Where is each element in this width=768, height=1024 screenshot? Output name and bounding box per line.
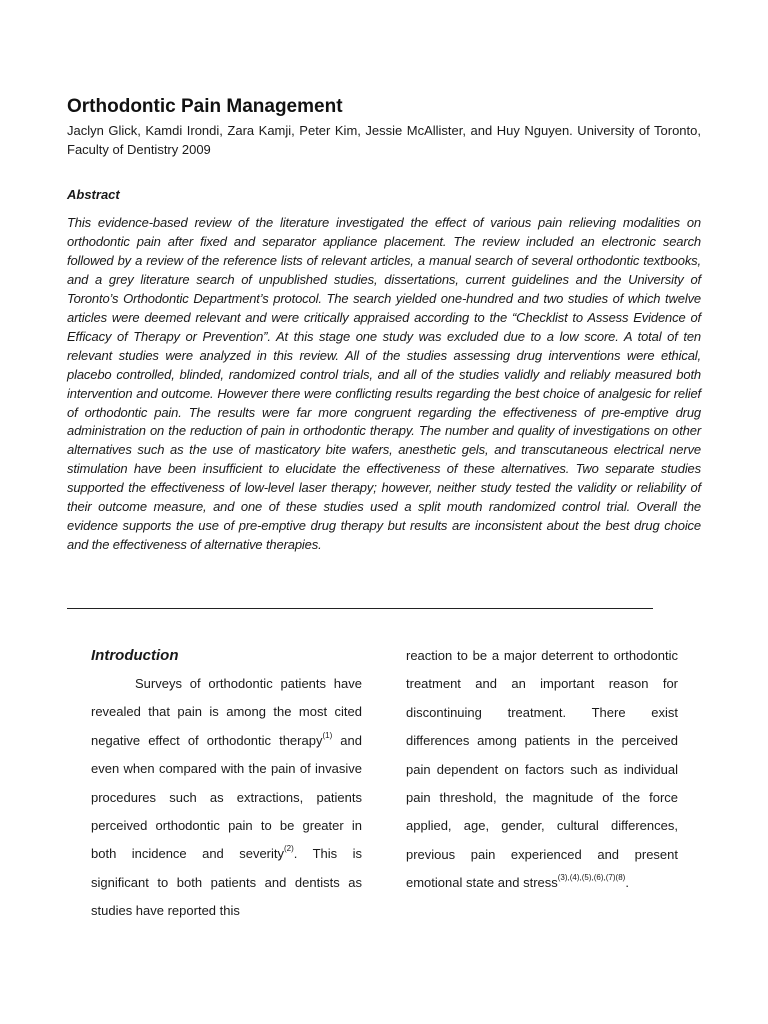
section-divider	[67, 608, 653, 609]
intro-text-4: reaction to be a major deterrent to orthodontic treatment and an important reason for discontinuing treatment. There exist differences among patients in the perceived pain dependent on factors such as individual pain threshold, the magnitude of the force applied, age, gender, cultural differences, previous pain experienced and present emotional state and stress	[406, 648, 678, 891]
abstract-heading: Abstract	[67, 187, 120, 202]
introduction-heading: Introduction	[91, 647, 179, 664]
introduction-paragraph-right	[406, 642, 678, 898]
citation-ref-2: (2)	[284, 844, 294, 854]
citation-ref-3: (3),(4),(5),(6),(7)(8)	[557, 873, 626, 883]
intro-text-5: .	[625, 875, 629, 891]
left-column	[91, 642, 362, 926]
citation-ref-1: (1)	[322, 730, 333, 740]
introduction-paragraph-left	[91, 670, 362, 926]
paper-title: Orthodontic Pain Management	[67, 96, 343, 117]
intro-text-2: and even when compared with the pain of invasive procedures such as extractions, patients perceived orthodontic pain to be greater in both incidence and severity	[91, 732, 362, 862]
intro-text-1: Surveys of orthodontic patients have revealed that pain is among the most cited negative effect of orthodontic therapy	[91, 676, 362, 748]
right-column	[406, 642, 678, 898]
intro-text-3: . This is significant to both patients and dentists as studies have reported this	[91, 846, 362, 919]
abstract-body: This evidence-based review of the literature investigated the effect of various pain relieving modalities on orthodontic pain after fixed and separator appliance placement. The review included an electronic search followed by a review of the reference lists of relevant articles, a manual search of several orthodontic textbooks, and a grey literature search of unpublished studies, dissertations, current guidelines and the University of Toronto’s Orthodontic Department’s protocol. The search yielded one-hundred and two studies of which twelve articles were deemed relevant and were critically appraised according to the “Checklist to Assess Evidence of Efficacy of Therapy or Prevention”. At this stage one study was excluded due to a low score. A total of ten relevant studies were analyzed in this review. All of the studies assessing drug interventions were ethical, placebo controlled, blinded, randomized control trials, and all of the studies validly and reliably measured both intervention and outcome. However there were conflicting results regarding the best choice of analgesic for relief of orthodontic pain. The results were far more congruent regarding the effectiveness of pre-emptive drug administration on the reduction of pain in orthodontic therapy. The number and quality of investigations on other alternatives such as the use of masticatory bite wafers, anesthetic gels, and transcutaneous electrical nerve stimulation have been insufficient to elucidate the effectiveness of these alternatives. Two separate studies supported the effectiveness of low-level laser therapy; however, neither study tested the validity or reliability of their outcome measure, and one of these studies used a split mouth randomized control trial. Overall the evidence supports the use of pre-emptive drug therapy but results are inconsistent about the best drug choice and the effectiveness of alternative therapies.	[67, 215, 701, 553]
author-list: Jaclyn Glick, Kamdi Irondi, Zara Kamji, Peter Kim, Jessie McAllister, and Huy Nguyen. University of Toronto, Faculty of Dentistry 2009	[67, 123, 701, 157]
